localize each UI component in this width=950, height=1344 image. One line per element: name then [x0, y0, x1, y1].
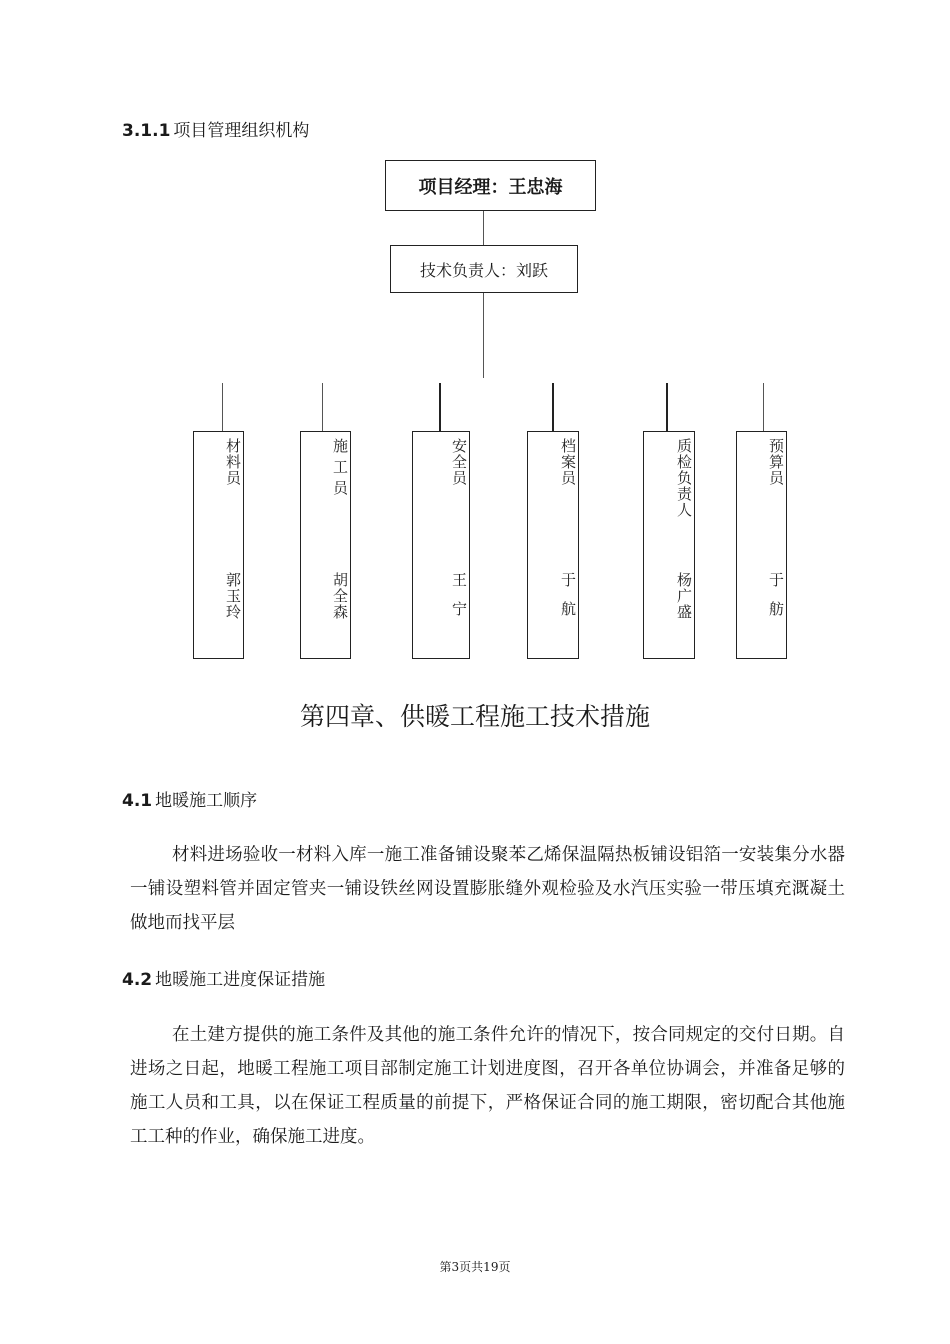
connector-role-4: [552, 383, 554, 431]
connector-role-5: [666, 383, 668, 431]
role-title: 安全员: [450, 438, 468, 486]
role-box-materials: [193, 431, 244, 659]
role-person: 郭玉玲: [224, 572, 242, 620]
connector-manager-tech: [483, 211, 484, 245]
connector-tech-down: [483, 293, 484, 378]
connector-role-3: [439, 383, 441, 431]
role-box-budget: [736, 431, 787, 659]
tech-lead-label: 技术负责人：刘跃: [419, 260, 548, 280]
role-box-safety: [412, 431, 470, 659]
section-title: 地暖施工进度保证措施: [155, 970, 326, 990]
connector-role-6: [763, 383, 764, 431]
section-4-2-heading: [122, 968, 325, 992]
role-box-construction: [300, 431, 351, 659]
section-number: 3.1.1: [122, 121, 171, 141]
role-person: 于航: [559, 572, 577, 630]
role-title: 预算员: [767, 438, 785, 486]
section-4-1-body: 材料进场验收一材料入库一施工准备铺设聚苯乙烯保温隔热板铺设铝箔一安装集分水器一铺设塑料管并固定管夹一铺设铁丝网设置膨胀缝外观检验及水汽压实验一带压填充溉凝土做地而找平层: [130, 845, 845, 933]
connector-role-1: [222, 383, 223, 431]
role-box-archives: [527, 431, 579, 659]
section-3-1-1-heading: [122, 119, 309, 143]
role-box-quality: [643, 431, 695, 659]
section-number: 4.1: [122, 791, 153, 811]
section-4-2-body: 在土建方提供的施工条件及其他的施工条件允许的情况下，按合同规定的交付日期。自进场之日起，地暖工程施工项目部制定施工计划进度图，召开各单位协调会，并准备足够的施工人员和工具，以在保证工程质量的前提下，严格保证合同的施工期限，密切配合其他施工工种的作业，确保施工进度。: [130, 1025, 845, 1147]
connector-role-2: [322, 383, 323, 431]
section-4-1-heading: [122, 789, 257, 813]
page-footer: 第3页共19页: [439, 1260, 511, 1274]
role-person: 王宁: [450, 572, 468, 630]
role-title: 材料员: [224, 438, 242, 486]
tech-lead-box: [390, 245, 578, 293]
role-title: 质检负责人: [675, 438, 693, 518]
role-person: 杨广盛: [675, 572, 693, 620]
chapter-title: 第四章、供暖工程施工技术措施: [299, 702, 650, 731]
section-title: 地暖施工顺序: [155, 791, 258, 811]
section-title: 项目管理组织机构: [173, 121, 310, 141]
role-title: 施工员: [331, 438, 349, 501]
role-person: 胡全森: [331, 572, 349, 620]
project-manager-box: [385, 160, 596, 211]
project-manager-label: 项目经理：王忠海: [418, 176, 563, 198]
role-person: 于舫: [767, 572, 785, 630]
section-number: 4.2: [122, 970, 153, 990]
role-title: 档案员: [559, 438, 577, 486]
